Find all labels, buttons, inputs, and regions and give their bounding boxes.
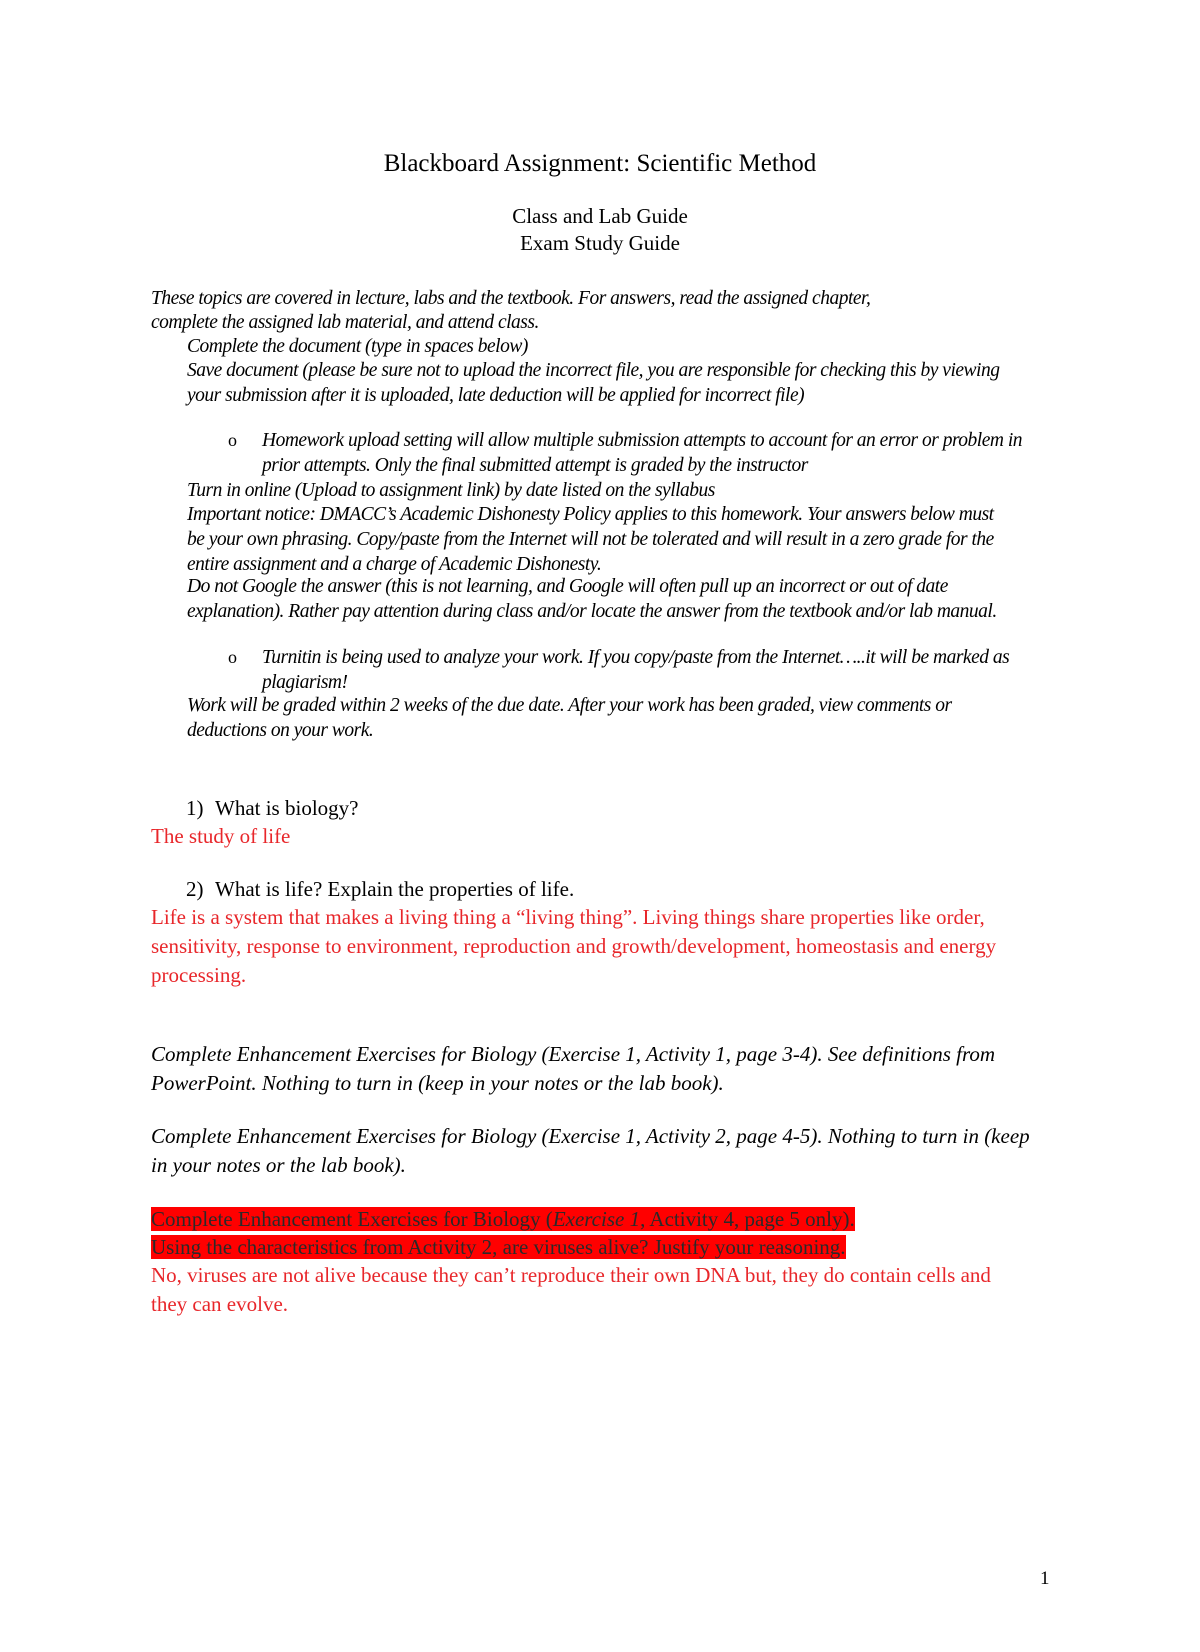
bullet-marker: o — [228, 647, 237, 667]
answer-viruses: No, viruses are not alive because they can’t reproduce their own DNA but, they do contain cells and they can evolve. — [151, 1263, 991, 1316]
instruction-do-not-google: Do not Google the answer (this is not learning, and Google will often pull up an incorrect or out of date explanation). Rather pay attention during class and/or locate the answer from the textbook and/or lab manual. — [187, 576, 997, 622]
question-1-number: 1) — [186, 796, 204, 820]
question-2-number: 2) — [186, 877, 204, 901]
exercise-activity-4 — [151, 1205, 855, 1261]
question-1-text: What is biology? — [215, 796, 359, 820]
bullet-marker: o — [228, 430, 237, 450]
exercise-activity-2: Complete Enhancement Exercises for Biology (Exercise 1, Activity 2, page 4-5). Nothing to turn in (keep in your notes or the lab book). — [151, 1124, 1030, 1177]
question-2-text: What is life? Explain the properties of life. — [215, 877, 575, 901]
instruction-turn-in-online: Turn in online (Upload to assignment link) by date listed on the syllabus — [187, 480, 715, 501]
instruction-turnitin: Turnitin is being used to analyze your work. If you copy/paste from the Internet…..it will be marked as plagiarism! — [262, 647, 1010, 693]
answer-1: The study of life — [151, 824, 291, 848]
answer-2: Life is a system that makes a living thing a “living thing”. Living things share properties like order, sensitivity, response to environment, reproduction and growth/development, homeostasis and energy processing. — [151, 905, 997, 987]
instruction-academic-dishonesty: Important notice: DMACC’s Academic Dishonesty Policy applies to this homework. Your answers below must be your own phrasing. Copy/paste from the Internet will not be tolerated and will result in a zero grade for the entire assignment and a charge of Academic Dishonesty. — [187, 504, 994, 575]
page-number: 1 — [1040, 1568, 1050, 1589]
instruction-save-document: Save document (please be sure not to upload the incorrect file, you are responsible for checking this by viewing your submission after it is uploaded, late deduction will be applied for incorrect file) — [187, 360, 1000, 406]
instruction-complete-document: Complete the document (type in spaces below) — [187, 336, 528, 357]
subtitle-exam-study-guide: Exam Study Guide — [520, 231, 680, 255]
instruction-upload-setting: Homework upload setting will allow multiple submission attempts to account for an error or problem in prior attempts. Only the final submitted attempt is graded by the instructor — [262, 430, 1023, 476]
intro-line-1: These topics are covered in lecture, labs and the textbook. For answers, read the assigned chapter, — [151, 288, 871, 309]
intro-line-2: complete the assigned lab material, and attend class. — [151, 312, 539, 333]
highlight-text-c: , Activity 4, page 5 only). — [640, 1207, 855, 1231]
highlight-text-a: Complete Enhancement Exercises for Biology ( — [151, 1207, 553, 1231]
exercise-activity-1: Complete Enhancement Exercises for Biology (Exercise 1, Activity 1, page 3-4). See definitions from PowerPoint. Nothing to turn in (keep in your notes or the lab book). — [151, 1042, 996, 1095]
subtitle-class-lab-guide: Class and Lab Guide — [512, 204, 688, 228]
highlight-question: Using the characteristics from Activity 2, are viruses alive? Justify your reasoning. — [151, 1235, 846, 1259]
highlight-text-b: Exercise 1 — [552, 1207, 641, 1231]
instruction-grading: Work will be graded within 2 weeks of the due date. After your work has been graded, view comments or deductions on your work. — [187, 695, 952, 741]
page-title: Blackboard Assignment: Scientific Method — [383, 150, 817, 177]
